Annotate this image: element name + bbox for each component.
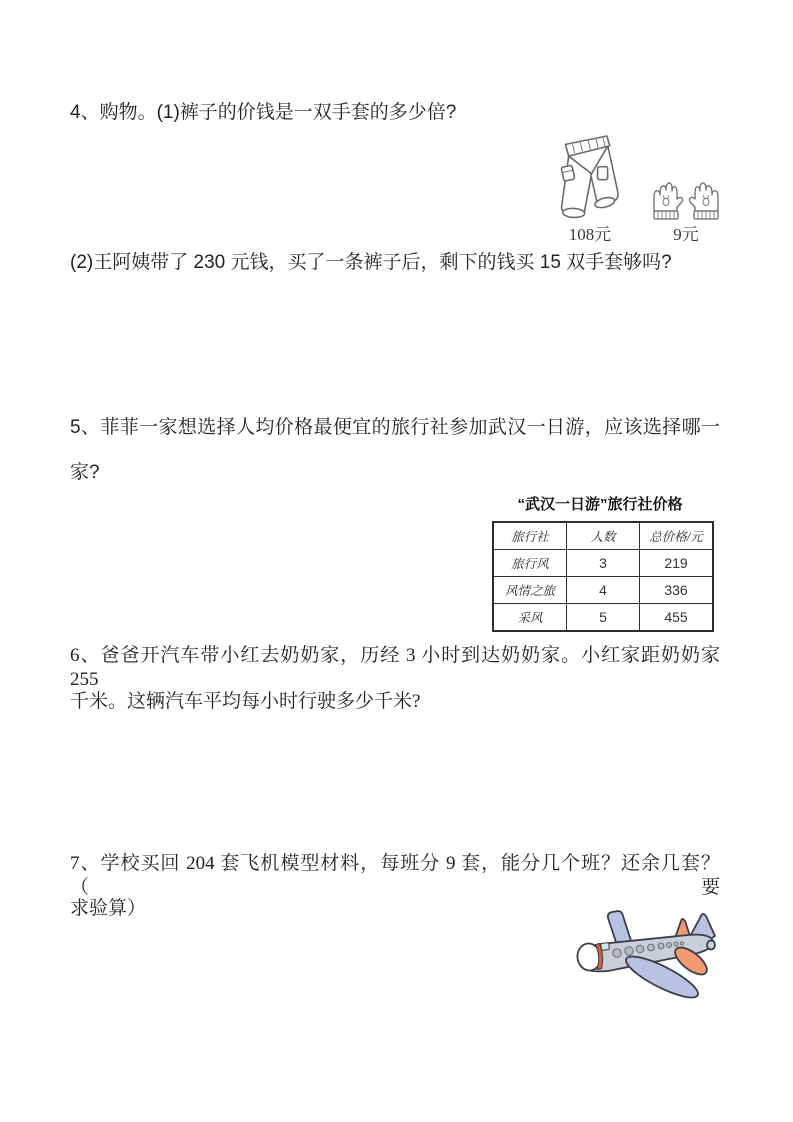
question-5-prompt-line1: 5、菲菲一家想选择人均价格最便宜的旅行社参加武汉一日游，应该选择哪一 bbox=[70, 417, 720, 438]
question-7-prompt-line2: 求验算） bbox=[70, 898, 147, 919]
question-6-prompt-line2: 千米。这辆汽车平均每小时行驶多少千米? bbox=[70, 691, 421, 712]
table-cell-people: 3 bbox=[567, 550, 640, 577]
pants-left-pocket bbox=[561, 165, 575, 181]
table-cell-price: 219 bbox=[640, 550, 714, 577]
airplane-cockpit-window bbox=[601, 943, 610, 951]
pants-right-pocket bbox=[598, 167, 608, 180]
table-cell-price: 336 bbox=[640, 577, 714, 604]
glove-right bbox=[689, 183, 718, 219]
table-row bbox=[493, 550, 713, 577]
gloves-price-label: 9元 bbox=[673, 225, 699, 244]
price-table-title: “武汉一日游”旅行社价格 bbox=[517, 496, 683, 513]
pants-left-leg bbox=[556, 154, 595, 216]
table-header-people: 人数 bbox=[567, 522, 640, 550]
airplane-tail-cap bbox=[707, 941, 715, 950]
table-row bbox=[493, 604, 713, 632]
table-cell-agency: 风情之旅 bbox=[493, 577, 567, 604]
question-7-prompt-line1: 7、学校买回 204 套飞机模型材料，每班分 9 套，能分几个班？还余几套？（要 bbox=[70, 853, 720, 898]
gloves-icon bbox=[646, 174, 726, 226]
table-cell-agency: 采风 bbox=[493, 604, 567, 632]
table-header-agency: 旅行社 bbox=[493, 522, 567, 550]
airplane-icon bbox=[570, 900, 730, 1014]
glove-left bbox=[654, 183, 683, 219]
table-cell-price: 455 bbox=[640, 604, 714, 632]
pants-icon bbox=[544, 134, 636, 220]
travel-agency-price-table bbox=[492, 521, 714, 632]
question-5-prompt-line2: 家? bbox=[70, 462, 100, 483]
question-4-prompt: 4、购物。(1)裤子的价钱是一双手套的多少倍? bbox=[70, 102, 457, 123]
table-cell-people: 4 bbox=[567, 577, 640, 604]
table-header-price: 总价格/元 bbox=[640, 522, 714, 550]
pants-left-cuff bbox=[562, 208, 584, 218]
table-header-row bbox=[493, 522, 713, 550]
table-cell-agency: 旅行风 bbox=[493, 550, 567, 577]
table-row bbox=[493, 577, 713, 604]
pants-price-label: 108元 bbox=[568, 225, 612, 244]
table-cell-people: 5 bbox=[567, 604, 640, 632]
question-4-part2: (2)王阿姨带了 230 元钱，买了一条裤子后，剩下的钱买 15 双手套够吗? bbox=[70, 252, 672, 273]
question-6-prompt-line1: 6、爸爸开汽车带小红去奶奶家，历经 3 小时到达奶奶家。小红家距奶奶家 255 bbox=[70, 645, 720, 690]
